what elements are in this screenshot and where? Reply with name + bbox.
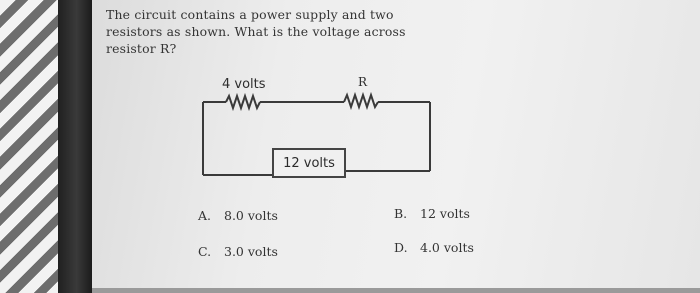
choice-text: 8.0 volts	[224, 208, 278, 223]
power-supply-label: 12 volts	[283, 155, 335, 171]
choice-b[interactable]	[394, 206, 470, 221]
choice-d[interactable]	[394, 240, 474, 255]
resistor-r-label: R	[358, 75, 368, 89]
question-line: resistor R?	[106, 41, 177, 56]
resistor-1-label: 4 volts	[222, 77, 266, 92]
choice-letter: B.	[394, 206, 408, 221]
choice-text: 4.0 volts	[420, 240, 474, 255]
choice-letter: C.	[198, 244, 212, 259]
resistor-1-zigzag	[226, 96, 260, 108]
choice-text: 3.0 volts	[224, 244, 278, 259]
choice-letter: D.	[394, 240, 408, 255]
choice-letter: A.	[198, 208, 212, 223]
question-line: resistors as shown. What is the voltage across	[106, 24, 406, 39]
choice-a[interactable]	[198, 208, 278, 223]
question-line: The circuit contains a power supply and two	[106, 7, 394, 22]
power-supply-box	[272, 148, 346, 178]
resistor-r-zigzag	[344, 95, 378, 107]
choice-c[interactable]	[198, 244, 278, 259]
choice-text: 12 volts	[420, 206, 470, 221]
